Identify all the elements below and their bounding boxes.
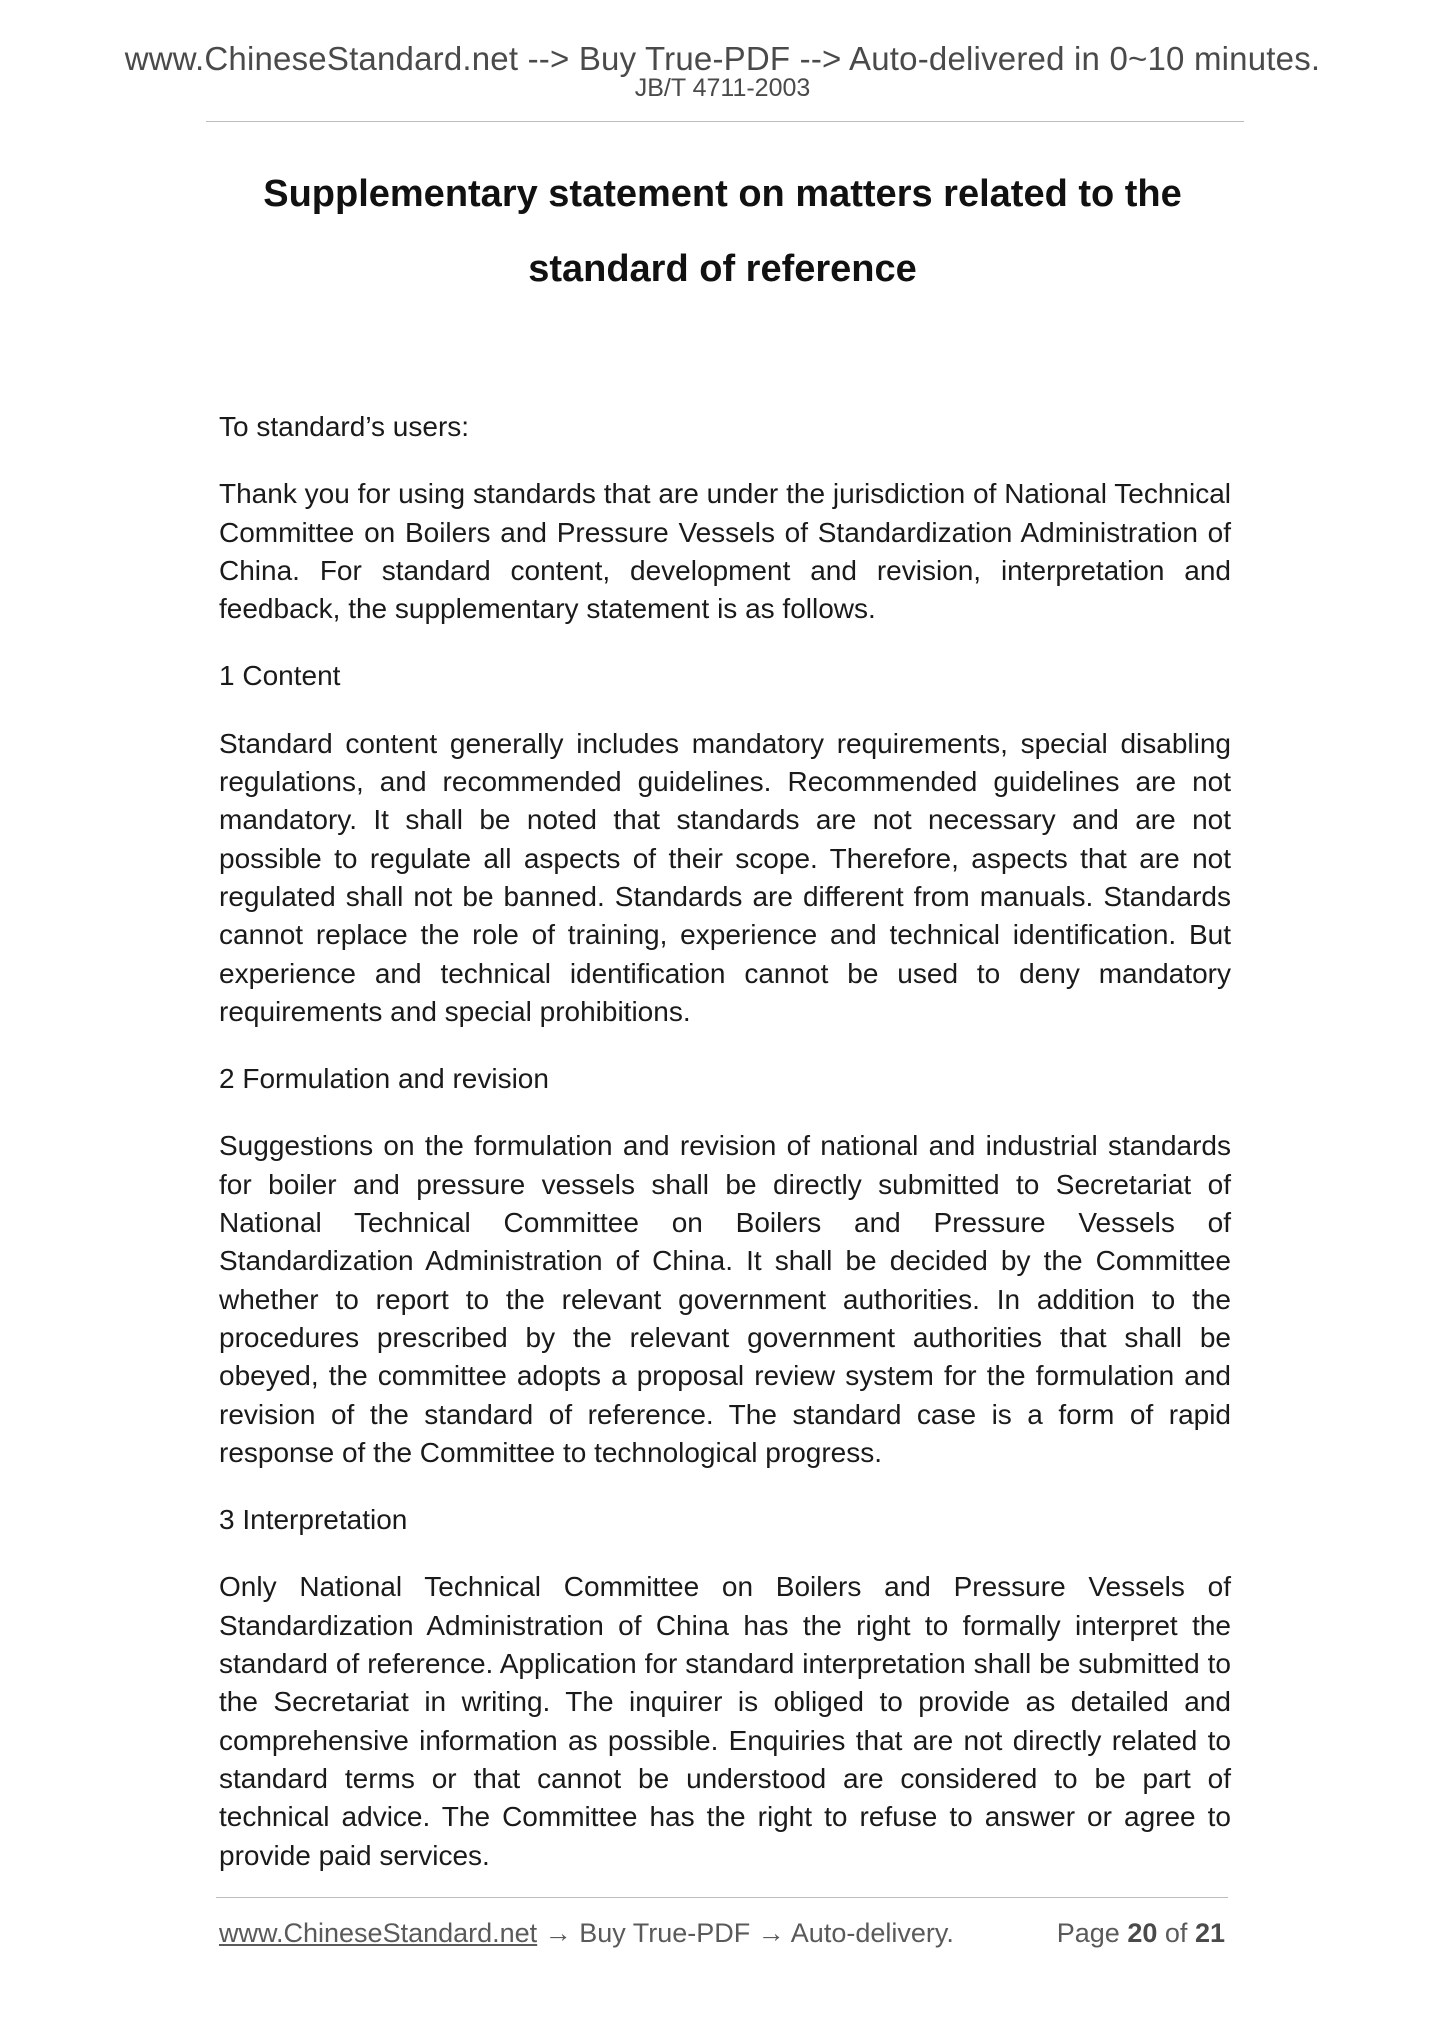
arrow-right-icon: → [544, 1918, 572, 1948]
page-indicator [1057, 1916, 1225, 1950]
page-of-label: of [1164, 1918, 1188, 1948]
arrow-right-icon: → [757, 1918, 785, 1948]
page-current: 20 [1127, 1918, 1158, 1948]
footer-site-link[interactable]: www.ChineseStandard.net [219, 1918, 538, 1948]
header-divider [206, 121, 1244, 122]
section-text-content: Standard content generally includes mandatory requirements, special disabling regulations, and recommended guidelines. Recommended guidelines are not mandatory. It shall be noted that standards are not necessary and are not possible to regulate all aspects of their scope. Therefore, aspects that are not regulated shall not be banned. Standards are different from manuals. Standards cannot replace the role of training, experience and technical identification. But experience and technical identification cannot be used to deny mandatory requirements and special prohibitions. [219, 727, 1231, 1027]
page-total: 21 [1194, 1918, 1225, 1948]
footer-promo [219, 1916, 954, 1950]
section-heading-content: 1 Content [219, 660, 341, 692]
page-title-line-2: standard of reference [528, 248, 917, 290]
footer-divider [216, 1897, 1228, 1898]
document-body [219, 408, 1231, 1904]
intro-paragraph: Thank you for using standards that are under the jurisdiction of National Technical Committee on Boilers and Pressure Vessels of Standardization Administration of China. For standard content, development and revision, interpretation and feedback, the supplementary statement is as follows. [219, 478, 1231, 625]
page-label: Page [1056, 1918, 1120, 1948]
salutation: To standard’s users: [219, 411, 470, 442]
section-text-formulation: Suggestions on the formulation and revision of national and industrial standards for boiler and pressure vessels shall be directly submitted to Secretariat of National Technical Committee on Boilers and Pressure Vessels of Standardization Administration of China. It shall be decided by the Committee whether to report to the relevant government authorities. In addition to the procedures prescribed by the relevant government authorities that shall be obeyed, the committee adopts a proposal review system for the formulation and revision of the standard of reference. The standard case is a form of rapid response of the Committee to technological progress. [219, 1130, 1231, 1468]
section-heading-formulation: 2 Formulation and revision [219, 1063, 549, 1095]
top-banner: www.ChineseStandard.net --> Buy True-PDF --> Auto-delivered in 0~10 minutes. [124, 40, 1321, 77]
page-title-line-1: Supplementary statement on matters related to the [263, 173, 1182, 215]
footer-delivery-text: Auto-delivery. [790, 1918, 954, 1948]
footer-buy-text: Buy True-PDF [579, 1918, 751, 1948]
document-code: JB/T 4711-2003 [634, 74, 811, 102]
section-heading-interpretation: 3 Interpretation [219, 1504, 408, 1536]
section-text-interpretation: Only National Technical Committee on Boilers and Pressure Vessels of Standardization Administration of China has the right to formally interpret the standard of reference. Application for standard interpretation shall be submitted to the Secretariat in writing. The inquirer is obliged to provide as detailed and comprehensive information as possible. Enquiries that are not directly related to standard terms or that cannot be understood are considered to be part of technical advice. The Committee has the right to refuse to answer or agree to provide paid services. [219, 1571, 1231, 1871]
